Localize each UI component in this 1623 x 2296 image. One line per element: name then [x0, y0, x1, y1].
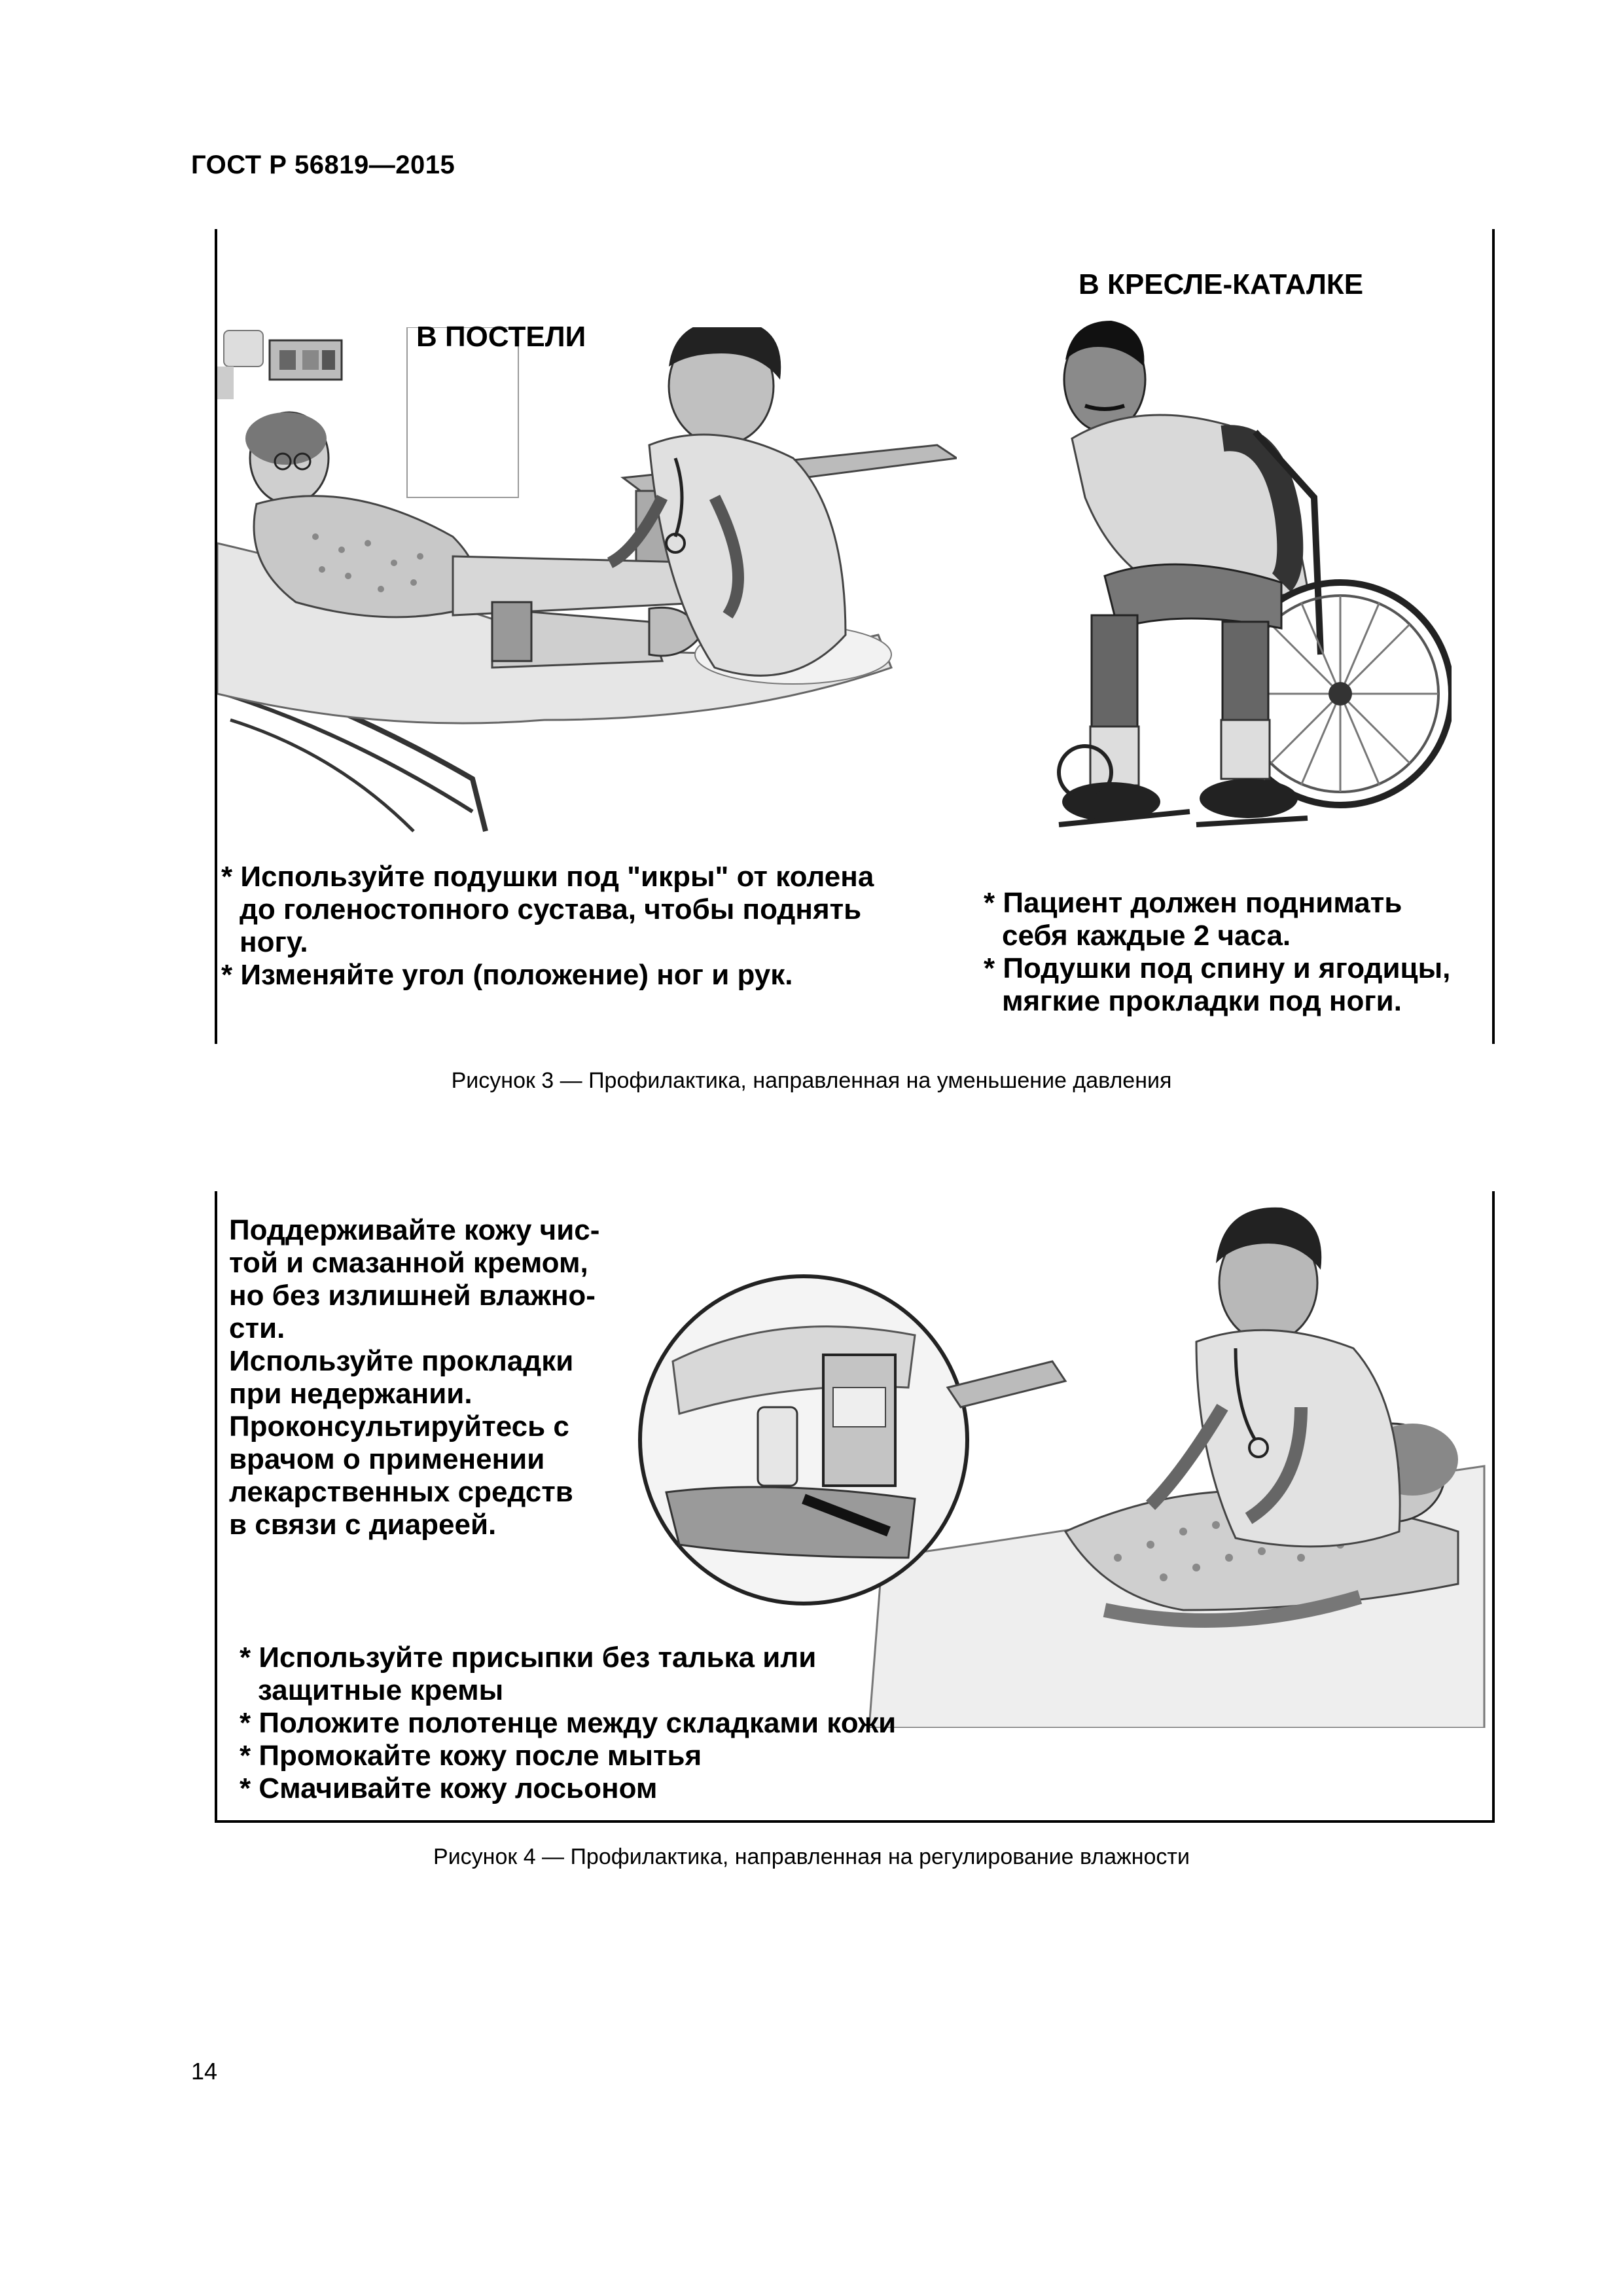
- figure-3: [215, 229, 1495, 1044]
- bed-recommendation-line: ногу.: [240, 926, 308, 958]
- wheelchair-recommendation-line: * Пациент должен поднимать: [984, 887, 1402, 919]
- moisture-recommendations: [240, 1641, 896, 1805]
- skin-care-advice-line: лекарственных средств: [229, 1476, 573, 1508]
- skin-care-advice-line: той и смазанной кремом,: [229, 1247, 588, 1279]
- document-header: ГОСТ Р 56819—2015: [191, 151, 455, 179]
- moisture-recommendation-line: * Смачивайте кожу лосьоном: [240, 1772, 658, 1804]
- skin-care-advice-line: Проконсультируйтесь с: [229, 1410, 569, 1443]
- skin-care-advice-line: врачом о применении: [229, 1443, 545, 1475]
- bed-recommendations: [221, 861, 874, 992]
- skin-care-advice-line: но без излишней влажно-: [229, 1280, 596, 1312]
- wheelchair-recommendation-line: себя каждые 2 часа.: [1002, 920, 1291, 952]
- bed-recommendation-line: * Изменяйте угол (положение) ног и рук.: [221, 959, 793, 991]
- wheelchair-recommendation-line: мягкие прокладки под ноги.: [1002, 985, 1402, 1017]
- wheelchair-recommendations: [984, 887, 1450, 1018]
- bed-recommendation-line: до голеностопного сустава, чтобы поднять: [240, 893, 862, 925]
- bed-care-illustration: [217, 327, 957, 864]
- wheelchair-illustration: [1033, 301, 1452, 884]
- skin-care-advice-line: сти.: [229, 1312, 285, 1344]
- figure-4-caption: Рисунок 4 — Профилактика, направленная на регулирование влажности: [433, 1844, 1190, 1869]
- wheelchair-recommendation-line: * Подушки под спину и ягодицы,: [984, 952, 1451, 984]
- skin-care-advice-line: в связи с диареей.: [229, 1509, 497, 1541]
- page-number: 14: [191, 2058, 218, 2085]
- figure-4-bottom-border: [215, 1820, 1495, 1823]
- moisture-recommendation-line: * Промокайте кожу после мытья: [240, 1740, 702, 1772]
- skin-care-advice-line: при недержании.: [229, 1378, 473, 1410]
- bed-section-title: В ПОСТЕЛИ: [416, 321, 586, 353]
- figure-3-caption: Рисунок 3 — Профилактика, направленная на уменьшение давления: [451, 1068, 1172, 1093]
- skin-care-advice: [229, 1214, 599, 1541]
- skin-care-advice-line: Поддерживайте кожу чис-: [229, 1214, 600, 1246]
- figure-4-left-border: [215, 1191, 217, 1823]
- figure-3-right-border: [1492, 229, 1495, 1044]
- bed-recommendation-line: * Используйте подушки под "икры" от колена: [221, 861, 874, 893]
- skin-care-advice-line: Используйте прокладки: [229, 1345, 574, 1377]
- moisture-recommendation-line: защитные кремы: [258, 1674, 504, 1706]
- figure-4-right-border: [1492, 1191, 1495, 1823]
- figure-4: [215, 1191, 1495, 1823]
- moisture-recommendation-line: * Используйте присыпки без талька или: [240, 1641, 817, 1674]
- moisture-recommendation-line: * Положите полотенце между складками кожи: [240, 1707, 897, 1739]
- wheelchair-section-title: В КРЕСЛЕ-КАТАЛКЕ: [1079, 268, 1364, 300]
